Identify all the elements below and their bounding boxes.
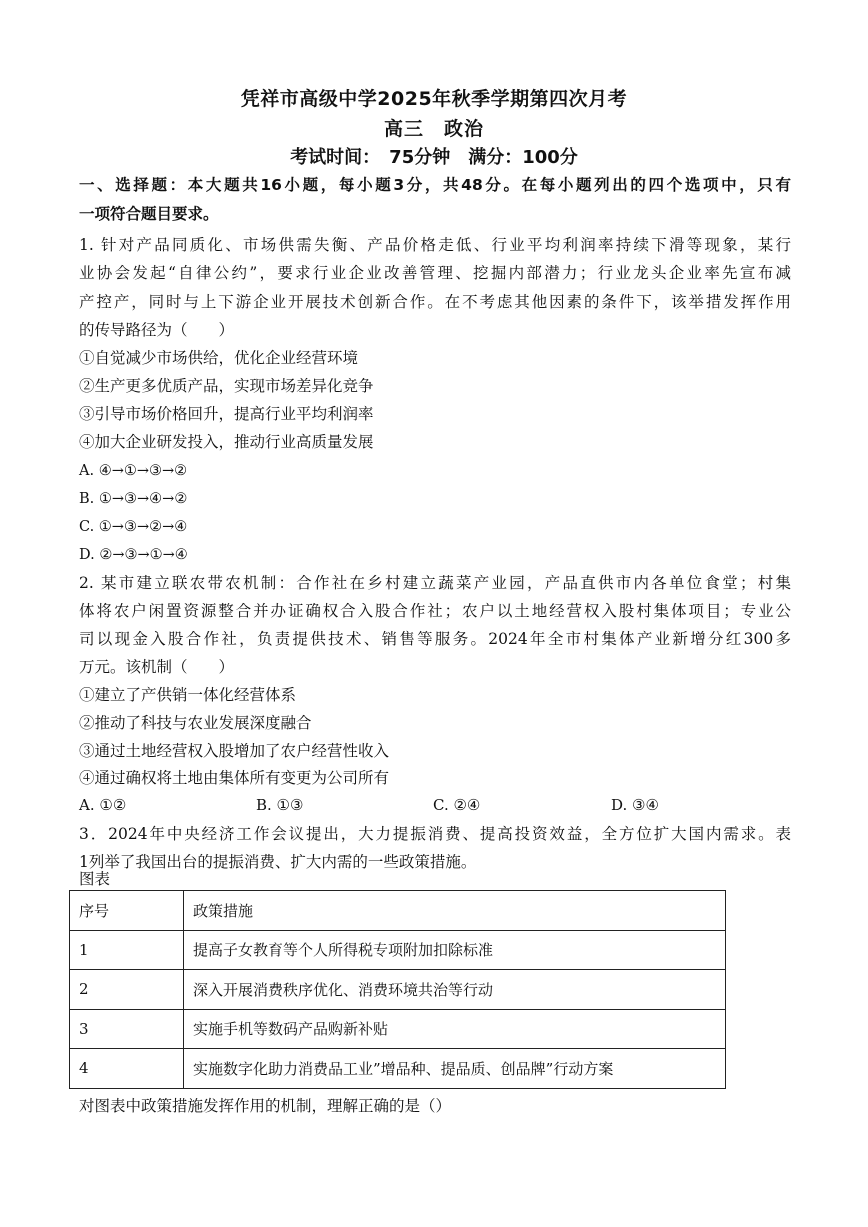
q1-item: ②生产更多优质产品，实现市场差异化竞争 xyxy=(79,377,374,395)
q2-options xyxy=(79,796,779,816)
exam-subject: 高三 政治 xyxy=(383,118,484,140)
q3-question: 对图表中政策措施发挥作用的机制，理解正确的是（） xyxy=(79,1097,452,1115)
q2-stem-line: 万元。该机制（ ） xyxy=(79,658,235,676)
q1-item: ④加大企业研发投入，推动行业高质量发展 xyxy=(79,433,374,451)
table-header-cell: 政策措施 xyxy=(184,891,726,931)
q2-option-b: B. ①③ xyxy=(256,796,304,814)
q1-stem-line: 产控产，同时与上下游企业开展技术创新合作。在不考虑其他因素的条件下，该举措发挥作用 xyxy=(79,293,791,311)
q2-item: ②推动了科技与农业发展深度融合 xyxy=(79,714,312,732)
q2-option-c: C. ②④ xyxy=(433,796,481,814)
table-header-cell: 序号 xyxy=(70,891,184,931)
q2-item: ④通过确权将土地由集体所有变更为公司所有 xyxy=(79,769,390,787)
exam-info: 考试时间： 75分钟 满分：100分 xyxy=(290,147,578,168)
table-cell: 1 xyxy=(70,930,184,970)
q1-option-c: C. ①→③→②→④ xyxy=(79,519,188,535)
q1-stem-line: 业协会发起“自律公约”，要求行业企业改善管理、挖掘内部潜力；行业龙头企业率先宣布减 xyxy=(79,264,791,282)
q2-item: ③通过土地经营权入股增加了农户经营性收入 xyxy=(79,742,390,760)
q1-item: ①自觉减少市场供给，优化企业经营环境 xyxy=(79,349,359,367)
q3-stem-line: 1列举了我国出台的提振消费、扩大内需的一些政策措施。 xyxy=(79,853,477,871)
table-cell: 提高子女教育等个人所得税专项附加扣除标准 xyxy=(184,930,726,970)
section-heading-cont: 一项符合题目要求。 xyxy=(79,205,219,223)
table-cell: 2 xyxy=(70,970,184,1010)
table-header-row xyxy=(70,891,726,931)
q2-option-d: D. ③④ xyxy=(611,796,659,814)
exam-title: 凭祥市高级中学2025年秋季学期第四次月考 xyxy=(240,88,628,110)
q1-option-b: B. ①→③→④→② xyxy=(79,491,188,507)
q2-stem-line: 2. 某市建立联农带农机制：合作社在乡村建立蔬菜产业园，产品直供市内各单位食堂；村集 xyxy=(79,574,791,592)
q1-option-d: D. ②→③→①→④ xyxy=(79,547,188,563)
table-cell: 深入开展消费秩序优化、消费环境共治等行动 xyxy=(184,970,726,1010)
q3-stem-line: 3．2024年中央经济工作会议提出，大力提振消费、提高投资效益，全方位扩大国内需求。表 xyxy=(79,825,791,843)
table-cell: 4 xyxy=(70,1049,184,1089)
table-cell: 实施手机等数码产品购新补贴 xyxy=(184,1009,726,1049)
section-heading: 一、选择题：本大题共16小题，每小题3分，共48分。在每小题列出的四个选项中，只有 xyxy=(79,176,791,194)
q2-item: ①建立了产供销一体化经营体系 xyxy=(79,686,297,704)
q2-stem-line: 司以现金入股合作社，负责提供技术、销售等服务。2024年全市村集体产业新增分红300多 xyxy=(79,630,791,648)
table-row xyxy=(70,1049,726,1089)
table-row xyxy=(70,970,726,1010)
table-row xyxy=(70,1009,726,1049)
table-row xyxy=(70,930,726,970)
q1-item: ③引导市场价格回升，提高行业平均利润率 xyxy=(79,405,374,423)
policy-table xyxy=(69,890,726,1089)
q2-option-a: A. ①② xyxy=(79,796,127,814)
q2-stem-line: 体将农户闲置资源整合并办证确权合入股合作社；农户以土地经营权入股村集体项目；专业公 xyxy=(79,602,791,620)
table-cell: 实施数字化助力消费品工业”增品种、提品质、创品牌”行动方案 xyxy=(184,1049,726,1089)
q1-stem-line: 1. 针对产品同质化、市场供需失衡、产品价格走低、行业平均利润率持续下滑等现象，某行 xyxy=(79,236,791,254)
q1-stem-line: 的传导路径为（ ） xyxy=(79,321,235,339)
q1-option-a: A. ④→①→③→② xyxy=(79,463,188,479)
table-cell: 3 xyxy=(70,1009,184,1049)
table-caption: 图表 xyxy=(79,870,111,888)
